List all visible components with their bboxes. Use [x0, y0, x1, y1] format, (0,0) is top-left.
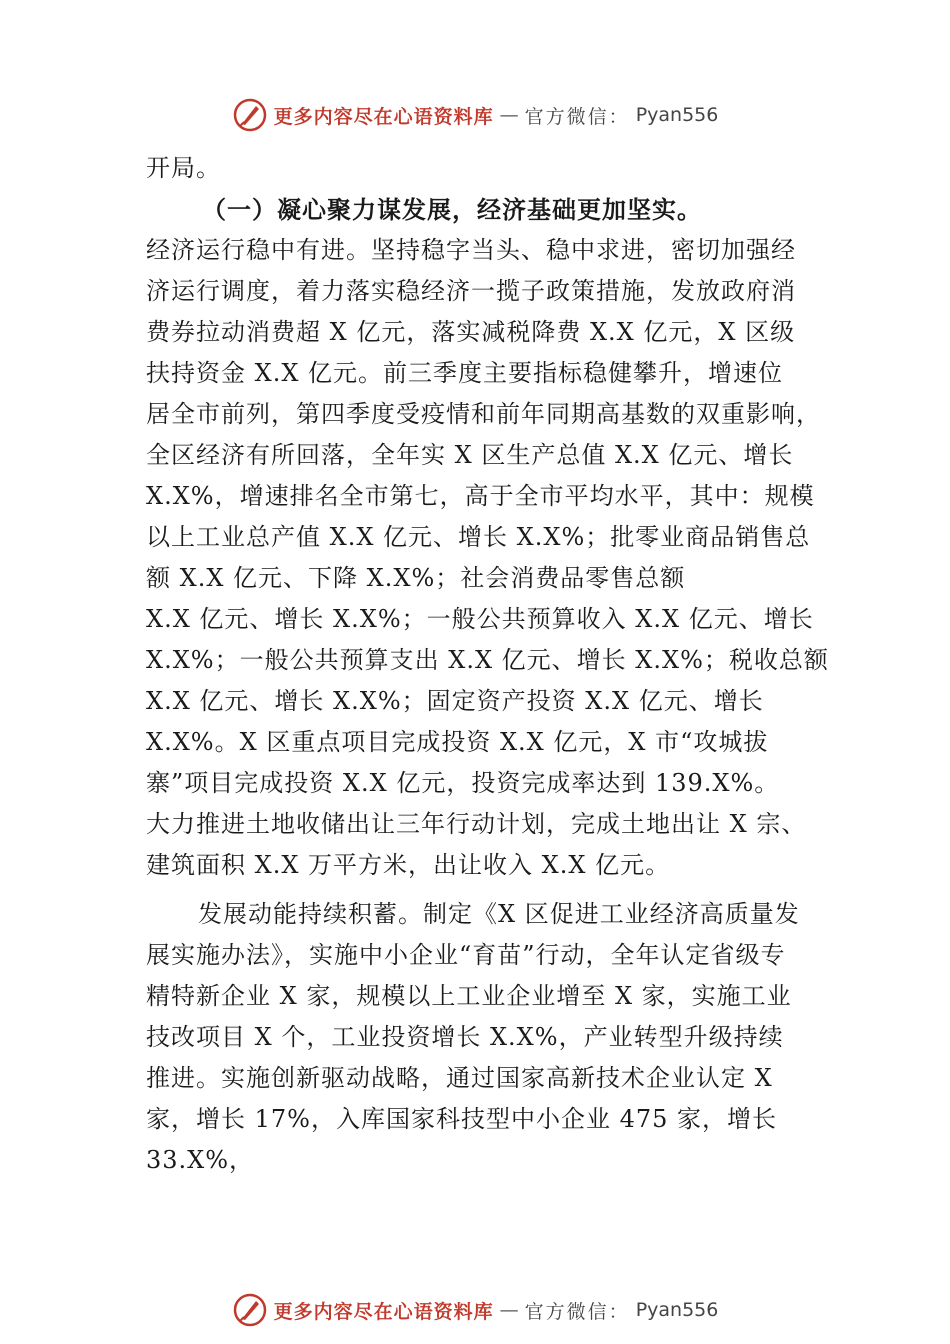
paragraph-line: 发展动能持续积蓄。制定《X 区促进工业经济高质量发 [198, 900, 800, 928]
paragraph-line: 扶持资金 X.X 亿元。前三季度主要指标稳健攀升，增速位 [146, 359, 784, 387]
quill-logo-icon [232, 97, 268, 133]
document-body [146, 148, 829, 1181]
paragraph-line: 大力推进土地收储出让三年行动计划，完成土地出让 X 宗、 [146, 810, 807, 838]
paragraph-line: 推进。实施创新驱动战略，通过国家高新技术企业认定 X [146, 1064, 773, 1092]
paragraph-line: X.X 亿元、增长 X.X%；固定资产投资 X.X 亿元、增长 [146, 687, 764, 715]
paragraph-line: 开局。 [146, 154, 221, 182]
footer-watermark [0, 1290, 950, 1330]
watermark-brand: 更多内容尽在心语资料库 [273, 105, 494, 128]
quill-logo-icon [232, 1292, 268, 1328]
header-watermark [0, 95, 950, 135]
paragraph-line: 寨”项目完成投资 X.X 亿元，投资完成率达到 139.X%。 [146, 769, 780, 797]
paragraph-line: 33.X%， [146, 1146, 255, 1174]
paragraph-line: X.X%，增速排名全市第七，高于全市平均水平，其中：规模 [146, 482, 815, 510]
paragraph-line: 建筑面积 X.X 万平方米，出让收入 X.X 亿元。 [146, 851, 671, 879]
paragraph-line: X.X%；一般公共预算支出 X.X 亿元、增长 X.X%；税收总额 [146, 646, 829, 674]
paragraph-line: 经济运行稳中有进。坚持稳字当头、稳中求进，密切加强经 [146, 236, 796, 264]
paragraph-line: 精特新企业 X 家，规模以上工业企业增至 X 家，实施工业 [146, 982, 792, 1010]
section-heading: （一）凝心聚力谋发展，经济基础更加坚实。 [202, 195, 702, 224]
watermark-brand: 更多内容尽在心语资料库 [273, 1300, 494, 1323]
paragraph-line: X.X 亿元、增长 X.X%；一般公共预算收入 X.X 亿元、增长 [146, 605, 814, 633]
paragraph-line: 以上工业总产值 X.X 亿元、增长 X.X%；批零业商品销售总 [146, 523, 811, 551]
paragraph-line: 居全市前列，第四季度受疫情和前年同期高基数的双重影响， [146, 400, 821, 428]
paragraph-line: 额 X.X 亿元、下降 X.X%；社会消费品零售总额 [146, 564, 686, 592]
paragraph-gap [146, 886, 826, 894]
watermark-separator: — [499, 104, 519, 126]
watermark-id: Pyan556 [635, 104, 719, 126]
paragraph-line: 费券拉动消费超 X 亿元，落实减税降费 X.X 亿元，X 区级 [146, 318, 796, 346]
paragraph-line: 全区经济有所回落，全年实 X 区生产总值 X.X 亿元、增长 [146, 441, 794, 469]
paragraph-line: 技改项目 X 个，工业投资增长 X.X%，产业转型升级持续 [146, 1023, 784, 1051]
watermark-separator: — [499, 1299, 519, 1321]
paragraph-line: 家，增长 17%，入库国家科技型中小企业 475 家，增长 [146, 1105, 778, 1133]
paragraph-line: X.X%。X 区重点项目完成投资 X.X 亿元，X 市“攻城拔 [146, 728, 769, 756]
paragraph-line: 济运行调度，着力落实稳经济一揽子政策措施，发放政府消 [146, 277, 796, 305]
watermark-id: Pyan556 [635, 1299, 719, 1321]
watermark-label: 官方微信： [524, 1300, 630, 1323]
watermark-label: 官方微信： [524, 105, 630, 128]
paragraph-line: 展实施办法》，实施中小企业“育苗”行动，全年认定省级专 [146, 941, 786, 969]
